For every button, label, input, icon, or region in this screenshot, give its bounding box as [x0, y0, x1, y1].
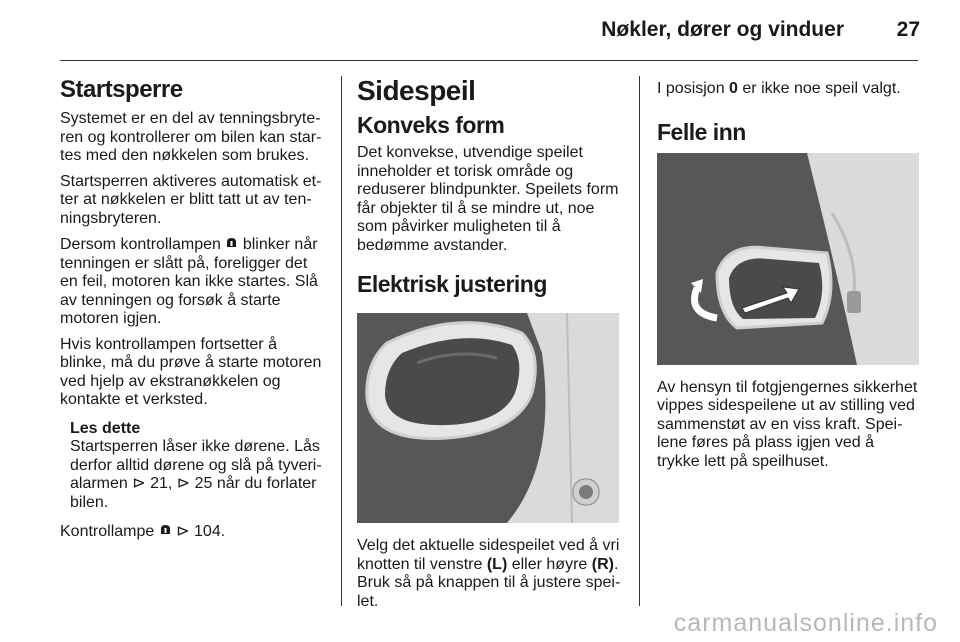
paragraph: Startsperren aktiveres automatisk etter at nøkkelen er blitt tatt ut av tenningsbryteren. — [60, 172, 322, 227]
immobilizer-lamp-icon — [225, 235, 238, 254]
section-heading-sidespeil: Sidespeil — [357, 75, 476, 106]
text-run: I posisjon — [657, 80, 730, 97]
column-divider-1 — [341, 76, 342, 606]
text-run: ⊳ 104. — [171, 523, 226, 540]
paragraph — [60, 522, 325, 542]
subheading-konveks-form: Konveks form — [357, 112, 505, 138]
paragraph: Det konvekse, utvendige speilet inneholder et torisk område og reduserer blindpunkter. Speilets form får objekter til å se mindre ut, noe som påvirker muligheten til å bedømme avstander. — [357, 144, 619, 254]
header-rule — [60, 60, 918, 61]
section-heading-startsperre: Startsperre — [60, 76, 183, 103]
column-3 — [657, 76, 919, 478]
text-run-bold: (L) — [486, 555, 508, 573]
mirror-fold-illustration — [657, 153, 919, 365]
text-run-bold: (R) — [591, 555, 614, 573]
note-text: Startsperren låser ikke dørene. Lås derfor alltid dørene og slå på tyverialarmen ⊳ 21, ⊳ 25 når du forlater bilen. — [70, 438, 322, 511]
paragraph — [60, 235, 325, 329]
page-number: 27 — [896, 18, 920, 41]
paragraph: Hvis kontrollampen fortsetter å blinke, må du prøve å starte motoren ved hjelp av ekstranøkkelen og kontakte et verksted. — [60, 335, 322, 408]
subheading-felle-inn: Felle inn — [657, 118, 746, 145]
paragraph — [657, 80, 919, 99]
text-run: er ikke noe speil valgt. — [737, 80, 901, 97]
text-run: Velg det aktuelle sidespeilet ved å vri knotten til venstre — [357, 537, 620, 573]
text-run: . Bruk så på knappen til å justere speilet. — [357, 555, 621, 610]
paragraph: Systemet er en del av tenningsbryteren og kontrollerer om bilen kan startes med den nøkkelen som brukes. — [60, 110, 322, 164]
text-run: Kontrollampe — [60, 523, 159, 540]
text-run: blinker når tenningen er slått på, foreligger det en feil, motoren kan ikke startes. Slå av tenningen og forsøk å starte motoren igjen. — [60, 236, 318, 327]
text-run: Dersom kontrollampen — [60, 236, 226, 253]
paragraph: Av hensyn til fotgjengernes sikkerhet vippes sidespeilene ut av stilling ved sammenstøt av en viss kraft. Speilene føres på plass igjen ved å trykke lett på speilhuset. — [657, 378, 918, 470]
watermark: carmanualsonline.info — [673, 609, 938, 637]
text-run-bold: 0 — [729, 80, 738, 97]
immobilizer-lamp-icon — [159, 522, 172, 541]
mirror-adjustment-illustration — [357, 313, 619, 523]
column-divider-2 — [639, 76, 640, 606]
header-title: Nøkler, dører og vinduer — [601, 18, 844, 41]
column-2 — [357, 76, 622, 618]
note-box — [70, 420, 325, 513]
subheading-elektrisk-justering: Elektrisk justering — [357, 271, 547, 297]
paragraph — [357, 537, 622, 611]
column-1 — [60, 76, 325, 549]
text-run: eller høyre — [507, 555, 592, 573]
note-title: Les dette — [70, 419, 141, 437]
